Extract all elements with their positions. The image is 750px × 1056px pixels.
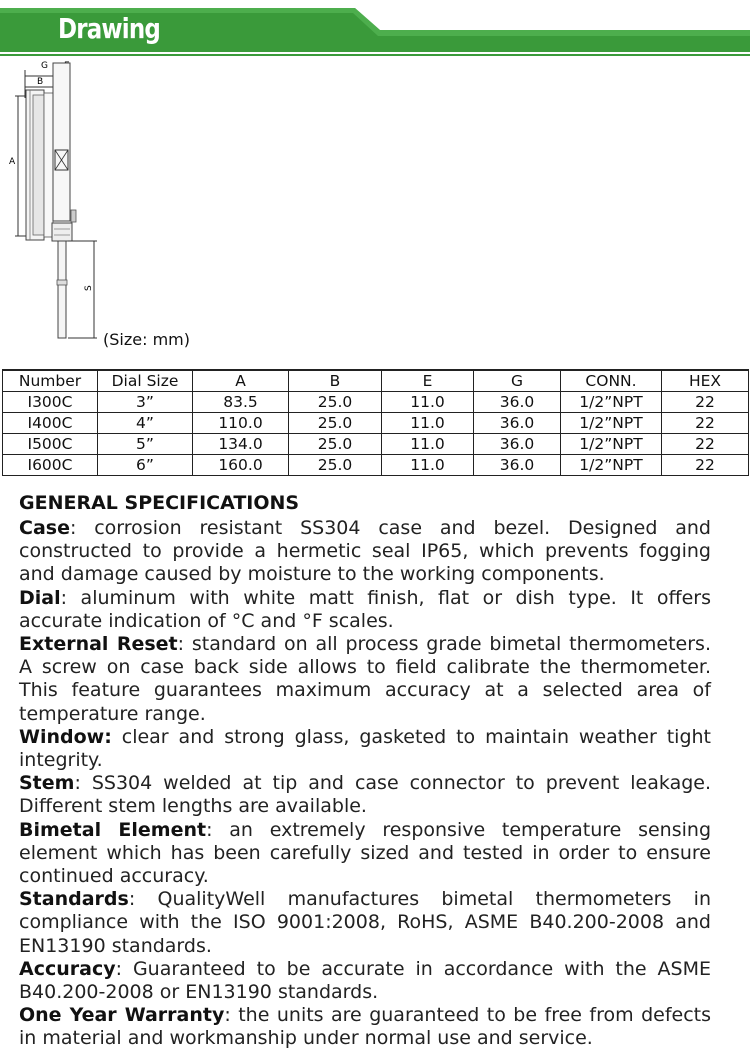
table-row [3, 392, 749, 413]
spec-text: corrosion resistant SS304 case and bezel. Designed and constructed to provide a hermetic seal IP65, which prevents fogging and damage caused by moisture to the working components. [19, 517, 711, 586]
spec-text: SS304 welded at tip and case connector to prevent leakage. Different stem lengths are available. [19, 772, 711, 818]
spec-item: Stem: SS304 welded at tip and case connector to prevent leakage. Different stem lengths are available. [19, 772, 711, 818]
table-cell: 4” [98, 413, 193, 434]
spec-term: Window: [19, 725, 112, 748]
header-title: Drawing [58, 12, 161, 45]
table-cell: 11.0 [382, 392, 474, 413]
label-b: B [37, 77, 44, 87]
spec-text: an extremely responsive temperature sensing element which has been carefully sized and tested in order to ensure continued accuracy. [19, 818, 712, 888]
table-cell: 22 [662, 392, 749, 413]
spec-text: aluminum with white matt finish, flat or dish type. It offers accurate indication of °C and °F scales. [19, 586, 712, 632]
table-row [3, 434, 749, 455]
spec-term: Dial [19, 586, 61, 609]
table-cell: 1/2”NPT [561, 392, 662, 413]
table-cell: 6” [98, 455, 193, 476]
spec-term: Case [19, 517, 70, 539]
section-header [0, 0, 750, 60]
back-housing [53, 63, 70, 221]
table-cell: 25.0 [289, 392, 382, 413]
column-header: Dial Size [98, 370, 193, 392]
column-header: HEX [662, 370, 749, 392]
spec-term: One Year Warranty [19, 1004, 225, 1027]
table-cell: 83.5 [193, 392, 289, 413]
column-header: Number [3, 370, 98, 392]
spec-term: External Reset [19, 633, 178, 656]
table-row [3, 455, 749, 476]
table-cell: I400C [3, 413, 98, 434]
threaded-fitting [52, 223, 72, 241]
table-cell: I600C [3, 455, 98, 476]
table-cell: 3” [98, 392, 193, 413]
table-cell: 11.0 [382, 413, 474, 434]
spec-text: the units are guaranteed to be free from defects in material and workmanship under normal use and service. [19, 1004, 711, 1050]
table-cell: 11.0 [382, 455, 474, 476]
spec-item: Bimetal Element: an extremely responsive temperature sensing element which has been carefully sized and tested in order to ensure continued accuracy. [19, 818, 712, 888]
drawing-svg [0, 58, 110, 348]
column-header: CONN. [561, 370, 662, 392]
table-cell: 22 [662, 413, 749, 434]
table-cell: 36.0 [474, 455, 561, 476]
table-cell: I500C [3, 434, 98, 455]
spec-item: One Year Warranty: the units are guaranteed to be free from defects in material and workmanship under normal use and service. [19, 1004, 711, 1050]
spec-term: Bimetal Element [19, 818, 207, 841]
table-cell: 1/2”NPT [561, 413, 662, 434]
label-a: A [9, 157, 16, 167]
dimensions-table [2, 369, 749, 476]
spec-term: Accuracy [19, 957, 116, 980]
column-header: B [289, 370, 382, 392]
spec-text: Guaranteed to be accurate in accordance with the ASME B40.200-2008 or EN13190 standards. [19, 957, 711, 1004]
spec-item: Dial: aluminum with white matt finish, flat or dish type. It offers accurate indication of °C and °F scales. [19, 586, 712, 632]
column-header: A [193, 370, 289, 392]
spec-item: Standards: QualityWell manufactures bimetal thermometers in compliance with the ISO 9001:2008, RoHS, ASME B40.200-2008 and EN13190 standards. [19, 888, 711, 957]
spec-item: External Reset: standard on all process grade bimetal thermometers. A screw on case back side allows to field calibrate the thermometer. This feature guarantees maximum accuracy at a selected area of temperature range. [19, 633, 711, 725]
column-header: E [382, 370, 474, 392]
table-cell: 22 [662, 455, 749, 476]
spec-item: Accuracy: Guaranteed to be accurate in accordance with the ASME B40.200-2008 or EN13190 standards. [19, 957, 711, 1004]
general-specifications [19, 489, 711, 1051]
label-s: S [84, 285, 94, 291]
table-cell: 134.0 [193, 434, 289, 455]
label-g: G [41, 61, 48, 71]
stem [58, 241, 66, 338]
spec-term: Stem [19, 772, 75, 795]
table-header-row [3, 370, 749, 392]
table-cell: 25.0 [289, 413, 382, 434]
size-note: (Size: mm) [103, 330, 190, 349]
spec-item [19, 726, 711, 772]
table-row [3, 413, 749, 434]
spec-text: QualityWell manufactures bimetal thermometers in compliance with the ISO 9001:2008, RoHS, ASME B40.200-2008 and EN13190 standards. [19, 888, 711, 957]
table-cell: 11.0 [382, 434, 474, 455]
table-cell: 36.0 [474, 392, 561, 413]
table-cell: 160.0 [193, 455, 289, 476]
spec-item: Case: corrosion resistant SS304 case and bezel. Designed and constructed to provide a hermetic seal IP65, which prevents fogging and damage caused by moisture to the working components. [19, 517, 711, 586]
table-cell: 5” [98, 434, 193, 455]
spec-text: clear and strong glass, gasketed to maintain weather tight integrity. [19, 725, 711, 772]
column-header: G [474, 370, 561, 392]
thermometer-drawing [0, 58, 110, 352]
table-cell: 1/2”NPT [561, 434, 662, 455]
table-cell: 1/2”NPT [561, 455, 662, 476]
specs-list [19, 517, 711, 1051]
table-cell: 110.0 [193, 413, 289, 434]
table-cell: 25.0 [289, 455, 382, 476]
table-cell: I300C [3, 392, 98, 413]
table-cell: 36.0 [474, 434, 561, 455]
spec-term: Standards [19, 888, 129, 911]
table-cell: 25.0 [289, 434, 382, 455]
spec-text: standard on all process grade bimetal thermometers. A screw on case back side allows to field calibrate the thermometer. This feature guarantees maximum accuracy at a selected area of temperature range. [19, 633, 711, 725]
table-cell: 22 [662, 434, 749, 455]
table-cell: 36.0 [474, 413, 561, 434]
specs-title: GENERAL SPECIFICATIONS [19, 492, 300, 514]
